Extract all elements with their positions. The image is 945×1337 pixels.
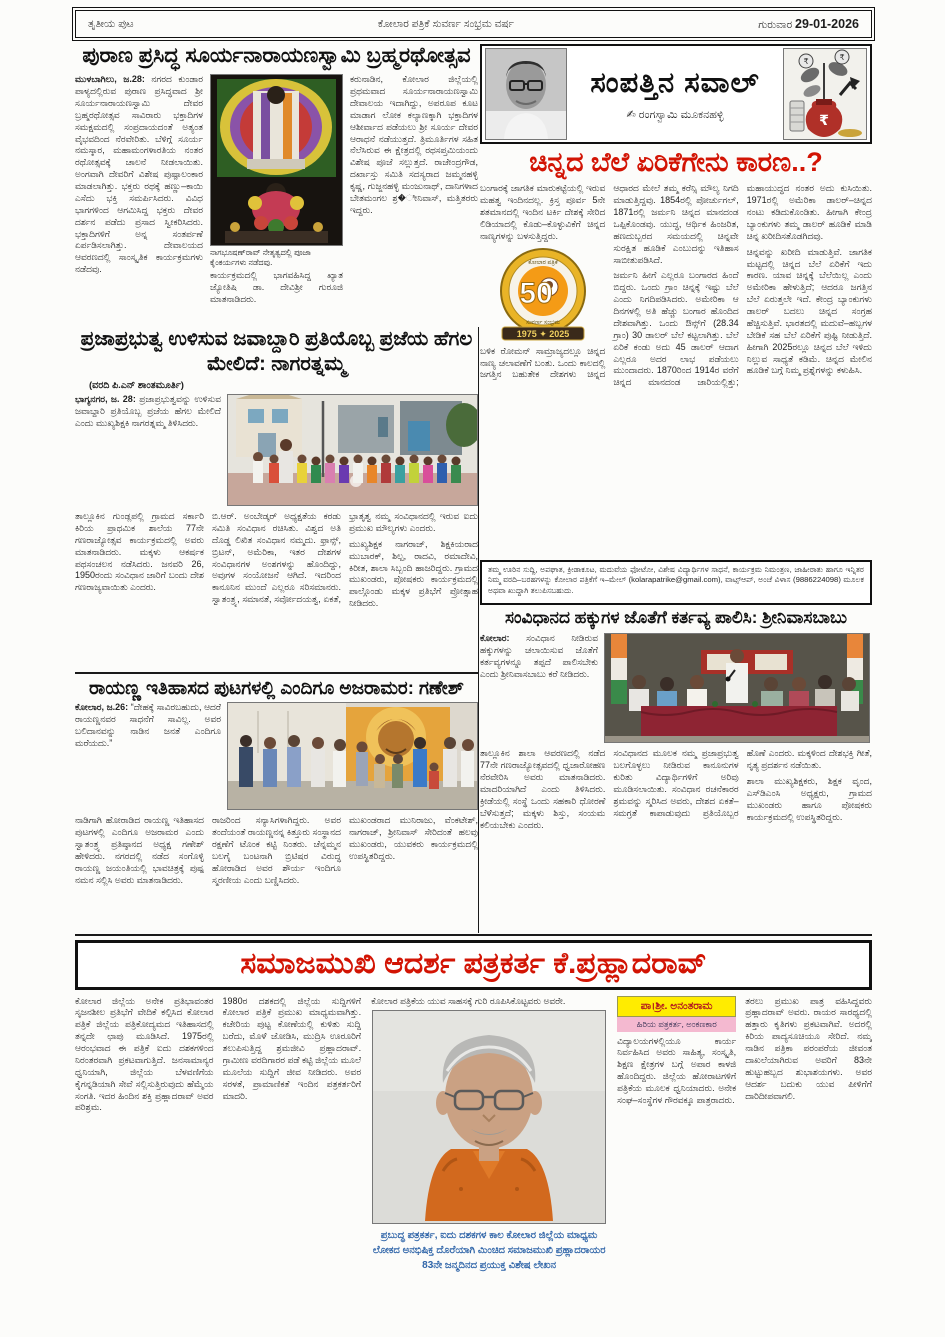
svg-text:₹: ₹ [803, 57, 809, 66]
emblem-ring-top: ಕೋಲಾರ ಪತ್ರಿಕೆ [527, 259, 558, 266]
emblem-number: 50 [518, 276, 553, 310]
dateline: ಕೋಲಾರ, ಜ.26: [75, 702, 129, 713]
portrait-caption: ಪ್ರಬುದ್ಧ ಪತ್ರಕರ್ತ, ಐದು ದಶಕಗಳ ಕಾಲ ಕೋಲಾರ ಜಿಲ್ಲೆಯ ಮಾಧ್ಯಮ ಲೋಕದ ಅನಭಿಷಿಕ್ತ ದೊರೆಯಾಗಿ ಮಿಂಚಿದ ಸಮಾಜಮುಖಿ ಪ್ರಹ್ಲಾದರಾಯರ 83ನೇ ಜನ್ಮದಿನದ ಪ್ರಯುಕ್ತ ವಿಶೇಷ ಲೇಖನ [372, 1230, 606, 1272]
meeting-photo [604, 633, 870, 743]
article-body-lower [480, 748, 872, 916]
republic-day-photo [227, 394, 478, 506]
body-text: ಸಂವಿಧಾನ ನೀಡಿರುವ ಹಕ್ಕುಗಳನ್ನು ಚಲಾಯಿಸುವ ಜೊತೆಗೆ ಕರ್ತವ್ಯಗಳನ್ನೂ ತಪ್ಪದೆ ಪಾಲಿಸಬೇಕು ಎಂದು ಶ್ರೀನಿವಾಸಬಾಬು ಕರೆ ನೀಡಿದರು. [480, 633, 598, 680]
golden-jubilee-emblem [492, 247, 594, 343]
feature-headline-box [75, 940, 872, 990]
article-body [480, 183, 872, 547]
columnist-headshot-art [486, 49, 566, 139]
wealth-column-titleblock [575, 67, 775, 122]
body-text: ಸಂವಿಧಾನದ ಮೂಲಕ ನಮ್ಮ ಪ್ರಜಾಪ್ರಭುತ್ವ ಬಲಗೊಳ್ಳಲು ನೀಡಿರುವ ಕಾನೂನುಗಳ ಕುರಿತು ವಿದ್ಯಾರ್ಥಿಗಳಿಗೆ ಅರಿವು ಮೂಡಿಸಲಾಯಿತು. ಸಂವಿಧಾನ ರಚನೆಕಾರರ ಶ್ರಮವನ್ನು ಸ್ಮರಿಸಿದ ಅವರು, ದೇಶದ ಏಕತೆ–ಸಮಗ್ರತೆ ಕಾಪಾಡುವುದು ಪ್ರತಿಯೊಬ್ಬರ ಹೊಣೆ ಎಂದರು. ಮಕ್ಕಳಿಂದ ದೇಶಭಕ್ತಿ ಗೀತೆ, ನೃತ್ಯ ಪ್ರದರ್ಶನ ನಡೆಯಿತು. [613, 748, 872, 818]
article-headline: ಪ್ರಜಾಪ್ರಭುತ್ವ ಉಳಿಸುವ ಜವಾಬ್ದಾರಿ ಪ್ರತಿಯೊಬ್ಬ ಪ್ರಜೆಯ ಹೆಗಲ ಮೇಲಿದೆ: ನಾಗರತ್ನಮ್ಮ [80, 328, 473, 375]
rayanna-photo-art [228, 703, 477, 809]
body-column: ಕೋಲಾರ ಜಿಲ್ಲೆಯ ಅನೇಕ ಪ್ರತಿಭಾವಂತರ ಸೃಜನಶೀಲ ಪ್ರತಿಭೆಗೆ ವೇದಿಕೆ ಕಲ್ಪಿಸಿದ ಕೋಲಾರ ಪತ್ರಿಕೆ ಜಿಲ್ಲೆಯ ಪತ್ರಿಕೋದ್ಯಮದ ಇತಿಹಾಸದಲ್ಲಿ ತನ್ನದೇ ಛಾಪು ಮೂಡಿಸಿದೆ. 1975ರಲ್ಲಿ ಆರಂಭವಾದ ಈ ಪತ್ರಿಕೆ ಐದು ದಶಕಗಳಿಂದ ನಿರಂತರವಾಗಿ ಪ್ರಕಟವಾಗುತ್ತಿದೆ. ಜನಸಾಮಾನ್ಯರ ಧ್ವನಿಯಾಗಿ, ಜಿಲ್ಲೆಯ ಬೆಳವಣಿಗೆಯ ಕೈಗನ್ನಡಿಯಾಗಿ ಸೇವೆ ಸಲ್ಲಿಸುತ್ತಿರುವುದು ಹೆಮ್ಮೆಯ ಸಂಗತಿ. ಇದರ ಹಿಂದಿನ ಶಕ್ತಿ ಪ್ರಹ್ಲಾದರಾವ್ ಅವರ ಪರಿಶ್ರಮ. [75, 995, 214, 1113]
columnist-headshot [485, 48, 567, 140]
jubilee-emblem-art [492, 247, 594, 343]
body-text: ರಾಜರಿಂದ ಸನ್ಯಾಸಿಗಳಾಗಿದ್ದರು. ಅವರ ತಂದೆಯಂತೆ ರಾಯಣ್ಣನನ್ನ ಕಿತ್ತೂರು ಸಂಸ್ಥಾನದ ರಕ್ಷಣೆಗೆ ಟೊಂಕ ಕಟ್ಟಿ ನಿಂತರು. ಚೆನ್ನಮ್ಮನ ಬಲಗೈ ಬಂಟನಾಗಿ ಬ್ರಿಟಿಷರ ವಿರುದ್ಧ ಹೋರಾಡಿದ ಅವರ ಶೌರ್ಯ ಇಂದಿಗೂ ಸ್ಮರಣೀಯ ಎಂದು ಬಣ್ಣಿಸಿದರು. [212, 815, 341, 885]
author-name: ರಂಗಸ್ವಾಮಿ ಮೂಕನಹಳ್ಳಿ [638, 108, 724, 121]
body-text: ಪ್ರಜಾಪ್ರಭುತ್ವವನ್ನು ಉಳಿಸುವ ಜವಾಬ್ದಾರಿ ಪ್ರತಿಯೊಬ್ಬ ಪ್ರಜೆಯ ಹೆಗಲ ಮೇಲಿದೆ ಎಂದು ಮುಖ್ಯಶಿಕ್ಷಕಿ ನಾಗರತ್ನಮ್ಮ ತಿಳಿಸಿದರು. [75, 394, 221, 428]
article-democracy [75, 327, 478, 670]
column-author [575, 108, 775, 122]
reader-notice-box [480, 560, 872, 605]
meeting-photo-art [605, 634, 869, 742]
svg-text:₹: ₹ [839, 53, 845, 62]
body-column [617, 996, 736, 1314]
article-headline: ಪುರಾಣ ಪ್ರಸಿದ್ಧ ಸೂರ್ಯನಾರಾಯಣಸ್ವಾಮಿ ಬ್ರಹ್ಮರಥೋತ್ಸವ [82, 44, 471, 67]
body-text: ಕಾರ್ಯಕ್ರಮದಲ್ಲಿ ಭಾಗವಹಿಸಿದ್ದ ಖ್ಯಾತ ಜ್ಯೋತಿಷಿ ಡಾ. ದೇವಿಶ್ರೀ ಗುರೂಜಿ ಮಾತನಾಡಿದರು. [210, 270, 343, 304]
article-body [480, 633, 872, 743]
body-column: 1980ರ ದಶಕದಲ್ಲಿ ಜಿಲ್ಲೆಯ ಸುದ್ದಿಗಳಿಗೆ ಕೋಲಾರ ಪತ್ರಿಕೆ ಪ್ರಮುಖ ಮಾಧ್ಯಮವಾಗಿತ್ತು. ಕಚೇರಿಯ ಪುಟ್ಟ ಕೋಣೆಯಲ್ಲಿ ಕುಳಿತು ಸುದ್ದಿ ಬರೆದು, ಮೊಳೆ ಜೋಡಿಸಿ, ಮುದ್ರಿಸಿ ಊರೂರಿಗೆ ತಲುಪಿಸುತ್ತಿದ್ದ ಶ್ರಮಜೀವಿ ಪ್ರಹ್ಲಾದರಾವ್. ಗ್ರಾಮೀಣ ವರದಿಗಾರರ ಪಡೆ ಕಟ್ಟಿ ಜಿಲ್ಲೆಯ ಮೂಲೆ ಮೂಲೆಯ ಸುದ್ದಿಗೆ ಜೀವ ನೀಡಿದರು. ಅವರ ಸರಳತೆ, ಪ್ರಾಮಾಣಿಕತೆ ಇಂದಿನ ಪತ್ರಕರ್ತರಿಗೆ ಮಾದರಿ. [222, 995, 362, 1101]
dateline: ಕೋಲಾರ: [480, 633, 510, 644]
feature-author-role: ಹಿರಿಯ ಪತ್ರಕರ್ತ, ಅಂಕಣಕಾರ [617, 1017, 736, 1032]
body-text: ಚಿನ್ನವನ್ನು ಖರೀದಿ ಮಾಡುತ್ತಿವೆ. ಜಾಗತಿಕ ಮಟ್ಟದಲ್ಲಿ ಚಿನ್ನದ ಬೆಲೆ ಏರಿಕೆಗೆ ಇದು ಕಾರಣ. ಯಾವ ಚಿನ್ನಕ್ಕೆ ಬೆಲೆಯಿಲ್ಲ ಎಂದು ಅಮೇರಿಕಾ ಹೇಳುತ್ತಿದೆ; ಆದರೂ ಜಗತ್ತಿನ ಬೆಲೆ ಏರುತ್ತಲೇ ಇದೆ. ಕೇಂದ್ರ ಬ್ಯಾಂಕುಗಳು ಡಾಲರ್ ಬದಲು ಚಿನ್ನದ ಸಂಗ್ರಹ ಹೆಚ್ಚಿಸುತ್ತಿವೆ. ಭಾರತದಲ್ಲಿ ಮದುವೆ–ಹಬ್ಬಗಳ ಬೇಡಿಕೆ ಸಹ ಬೆಲೆ ಏರಿಕೆಗೆ ಪುಷ್ಟಿ ನೀಡುತ್ತಿದೆ. ಹೀಗಾಗಿ 2025ರಲ್ಲೂ ಚಿನ್ನದ ಬೆಲೆ ಇಳಿದು ನಿಲ್ಲುವ ಸಾಧ್ಯತೆ ಕಡಿಮೆ. ಚಿನ್ನದ ಮೇಲಿನ ಹೂಡಿಕೆ ಬಗ್ಗೆ ನಿಮ್ಮ ಪ್ರಶ್ನೆಗಳನ್ನು ಕಳುಹಿಸಿ. [746, 246, 872, 376]
article-body-lower [75, 815, 478, 931]
weekday-label: ಗುರುವಾರ [758, 18, 793, 31]
photo-column [370, 996, 608, 1314]
date-value: 29-01-2026 [795, 16, 859, 31]
body-text: ಜರ್ಮನಿ ಹೀಗೆ ಎಲ್ಲರೂ ಬಂಗಾರದ ಹಿಂದೆ ಬಿದ್ದರು. ಒಂದು ಗ್ರಾಂ ಚಿನ್ನಕ್ಕೆ ಇಷ್ಟು ಬೆಲೆ ಎಂದು ನಿಗದಿಪಡಿಸಿದರು. ಅಮೇರಿಕಾ ಆ ದಿನಗಳಲ್ಲಿ ಅತಿ ಹೆಚ್ಚು ಬಂಗಾರ ಹೊಂದಿದ ದೇಶವಾಗಿತ್ತು. ಒಂದು ಔನ್ಸ್‌ಗೆ (28.34 ಗ್ರಾಂ) 30 ಡಾಲರ್ ಬೆಲೆ ಕಟ್ಟಲಾಗಿತ್ತು. ಬೆಲೆ ಏರಿಕೆ ಕಂಡು ಅದು 45 ಡಾಲರ್ ಆದಾಗ ಎಲ್ಲರೂ ಅದರ ಲಾಭ ಪಡೆಯಲು ಮುಂದಾದರು. 1870ರಿಂದ 1914ರ ವರೆಗೆ ಚಿನ್ನದ ಮಾನದಂಡ ಜಾರಿಯಲ್ಲಿತ್ತು; ಮಹಾಯುದ್ಧದ ನಂತರ ಅದು ಕುಸಿಯಿತು. 1971ರಲ್ಲಿ ಅಮೆರಿಕಾ ಡಾಲರ್–ಚಿನ್ನದ ನಂಟು ಕಡಿದುಕೊಂಡಿತು. ಹೀಗಾಗಿ ಕೇಂದ್ರ ಬ್ಯಾಂಕುಗಳು ತಮ್ಮ ಡಾಲರ್ ಹೂಡಿಕೆ ಮಾಡಿ ಚಿನ್ನ ಖರೀದಿಸತೊಡಗಿದವು. [613, 183, 872, 388]
body-text: ಕೋಲಾರ ಪತ್ರಿಕೆಯ ಯುವ ಸಾಹಸಕ್ಕೆ ಗುರಿ ರೂಪಿಸಿಕೊಟ್ಟವರು ಅವರೇ. [371, 995, 566, 1006]
body-text: ತಾಲ್ಲೂಕಿನ ಶಾಲಾ ಆವರಣದಲ್ಲಿ ನಡೆದ 77ನೇ ಗಣರಾಜ್ಯೋತ್ಸವದಲ್ಲಿ ಧ್ವಜಾರೋಹಣ ನೆರವೇರಿಸಿ ಅವರು ಮಾತನಾಡಿದರು. ಮಾದರಿಯಾಗಿದೆ ಎಂದು ತಿಳಿಸಿದರು. ಕ್ರೀಡೆಯಲ್ಲಿ ಸಂಸ್ಥೆ ಒಂದು ಸಹಕಾರಿ ಧೋರಣೆ ಬೆಳೆಸುತ್ತದೆ; ಮಕ್ಕಳು ಶಿಸ್ತು, ಸಂಯಮ ಕಲಿಯಬೇಕು ಎಂದರು. [480, 748, 606, 830]
rupee-icon: ₹ [819, 112, 829, 128]
body-text: ಬಿ.ಆರ್. ಅಂಬೇಡ್ಕರ್ ಅಧ್ಯಕ್ಷತೆಯ ಕರಡು ಸಮಿತಿ ಸಂವಿಧಾನ ರಚಿಸಿತು. ವಿಶ್ವದ ಅತಿ ದೊಡ್ಡ ಲಿಖಿತ ಸಂವಿಧಾನ ನಮ್ಮದು. ಫ್ರಾನ್ಸ್, ಬ್ರಿಟನ್, ಅಮೆರಿಕಾ, ಇತರ ದೇಶಗಳ ಸಂವಿಧಾನಗಳ ಅಂಶಗಳನ್ನು ಹೊಂದಿದ್ದು, ಅವುಗಳ ಸಂಯೋಜನೆ ಆಗಿದೆ. ಇದರಿಂದ ಕಾನೂನಿನ ಮುಂದೆ ಎಲ್ಲರೂ ಸರಿಸಮಾನರು. ಸ್ವಾತಂತ್ರ್ಯ, ಸಮಾನತೆ, ಸರ್ವೋದಯತ್ವ, ಏಕತೆ, ಭ್ರಾತೃತ್ವ ನಮ್ಮ ಸಂವಿಧಾನದಲ್ಲಿ ಇರುವ ಐದು ಪ್ರಮುಖ ಮೌಲ್ಯಗಳು ಎಂದರು. [212, 511, 478, 605]
article-headline: ಚಿನ್ನದ ಬೆಲೆ ಏರಿಕೆಗೇನು ಕಾರಣ..? [529, 148, 823, 177]
article-constitution [480, 608, 872, 933]
body-column [75, 702, 221, 810]
money-plant-illustration [783, 48, 867, 140]
section-divider [75, 934, 872, 936]
body-text: ಶಾಲಾ ಮುಖ್ಯಶಿಕ್ಷಕರು, ಶಿಕ್ಷಕ ವೃಂದ, ಎಸ್‌ಡಿಎಂಸಿ ಅಧ್ಯಕ್ಷರು, ಗ್ರಾಮದ ಮುಖಂಡರು ಹಾಗೂ ಪೋಷಕರು ಕಾರ್ಯಕ್ರಮದಲ್ಲಿ ಉಪಸ್ಥಿತರಿದ್ದರು. [746, 776, 872, 822]
body-text: ನಾಡಿಗಾಗಿ ಹೋರಾಡಿದ ರಾಯಣ್ಣ ಇತಿಹಾಸದ ಪುಟಗಳಲ್ಲಿ ಎಂದಿಗೂ ಅಜರಾಮರ ಎಂದು ಸ್ವಾತಂತ್ರ್ಯ ಪ್ರತಿಷ್ಠಾನದ ಅಧ್ಯಕ್ಷ ಗಣೇಶ್ ಹೇಳಿದರು. ನಗರದಲ್ಲಿ ನಡೆದ ಸಂಗೊಳ್ಳಿ ರಾಯಣ್ಣ ಜಯಂತಿಯಲ್ಲಿ ಭಾವಚಿತ್ರಕ್ಕೆ ಪುಷ್ಪ ನಮನ ಸಲ್ಲಿಸಿ ಅವರು ಮಾತನಾಡಿದರು. [75, 815, 204, 885]
reporter-byline: (ವರದಿ ಪಿ.ಎನ್ ಶಾಂತಮೂರ್ತಿ) [89, 380, 184, 391]
article-headline: ಸಮಾಜಮುಖಿ ಆದರ್ಶ ಪತ್ರಕರ್ತ ಕೆ.ಪ್ರಹ್ಲಾದರಾವ್ [240, 947, 707, 980]
article-prahlad-feature [75, 940, 872, 1333]
notice-text: ತಮ್ಮ ಊರಿನ ಸುದ್ದಿ, ಅಪಘಾತ, ಕ್ರೀಡಾಕೂಟ, ಮದುವೆಯ ಫೋಟೋ, ವಿಶೇಷ ವಿದ್ಯಾರ್ಥಿಗಳ ಸಾಧನೆ, ಕಾರ್ಯಕ್ರಮ ನಿಮಂತ್ರಣ, ಜಾಹೀರಾತು ಹಾಗೂ ಇನ್ನಿತರ ನಿಮ್ಮ ವರದಿ–ಬರಹಗಳನ್ನು ಕೋಲಾರ ಪತ್ರಿಕೆಗೆ ಇ–ಮೇಲ್ (kolarapatrike@gmail.com), ವಾಟ್ಸ್‌ಆಪ್, ಅಂಚೆ ವಿಳಾಸ (9886224098) ಮೂಲಕ ಅಥವಾ ಖುದ್ದಾಗಿ ತಲುಪಿಸಬಹುದು. [488, 565, 864, 595]
money-plant-art [784, 49, 866, 139]
republic-day-photo-art [228, 395, 477, 505]
body-text: ಬಂಗಾರಕ್ಕೆ ಜಾಗತಿಕ ಮಾರುಕಟ್ಟೆಯಲ್ಲಿ ಇರುವ ಮಹತ್ವ ಇಂದಿನದಲ್ಲ. ಕ್ರಿಸ್ತ ಪೂರ್ವ 5ನೇ ಶತಮಾನದಲ್ಲಿ ಇಂದಿನ ಟರ್ಕಿ ದೇಶಕ್ಕೆ ಸೇರಿದ ಲಿಡಿಯಾದಲ್ಲಿ ಕೊಡು–ಕೊಳ್ಳುವಿಕೆಗೆ ಚಿನ್ನದ ನಾಣ್ಯಗಳನ್ನು ಬಳಸುತ್ತಿದ್ದರು. [480, 183, 606, 241]
column-divider [478, 327, 479, 933]
article-body [75, 394, 478, 506]
deity-photo [210, 74, 343, 246]
article-body [75, 996, 872, 1314]
prahlad-portrait-photo [372, 1010, 606, 1224]
body-column: ಕರುನಾಡಿನ, ಕೋಲಾರ ಜಿಲ್ಲೆಯಲ್ಲಿ ಪ್ರಥಮವಾದ ಸೂರ್ಯನಾರಾಯಣಸ್ವಾಮಿ ದೇವಾಲಯ ಇದಾಗಿದ್ದು, ಅಪರೂಪ ಕೂಟ ಮಾಡಾಗ ಲೋಕ ಕಲ್ಯಾಣಕ್ಕಾಗಿ ಭಕ್ತಾದಿಗಳ ಆಶೀರ್ವಾದ ಪಡೆಯಲು ಶ್ರೀ ಸೂರ್ಯ ದೇವರ ಆರಾಧನೆ ನಡೆಯುತ್ತದೆ. ತ್ರಿಮೂರ್ತಿಗಳ ಸಹಿತ ನೆಲೆಸಿರುವ ಈ ಕ್ಷೇತ್ರದಲ್ಲಿ ರಥಸಪ್ತಮಿಯಂದು ವಿಶೇಷ ಪೂಜೆ ಸಲ್ಲುತ್ತದೆ. ರಾಜೇಂದ್ರಗೌಡ, ದರ್ಖಾಸ್ತು ಸಮಿತಿ ಸದಸ್ಯರಾದ ಜಮ್ಮನಹಳ್ಳಿ ಕೃಷ್ಣ, ಗುಜ್ಜನಹಳ್ಳಿ ಮಂಜುನಾಥ್, ದಾನಿಗಳಾದ ಬೇತಮಂಗಲ ಶ್ರ�ೀನಿವಾಸ್, ಮತ್ತಿತರರು ಇದ್ದರು. [350, 74, 478, 215]
body-column: ತರಲು ಪ್ರಮುಖ ಪಾತ್ರ ವಹಿಸಿದ್ದವರು ಪ್ರಹ್ಲಾದರಾವ್ ಅವರು. ರಾಯರ ಸಾರಥ್ಯದಲ್ಲಿ ಹತ್ತಾರು ಕೃತಿಗಳು ಪ್ರಕಟವಾಗಿವೆ. ಅದರಲ್ಲಿ ಕಿರಿಯ ಪಾದ್ಯಸೂಚಿಯೂ ಸೇರಿದೆ. ನಮ್ಮ ನಾಡಿನ ಪತ್ರಿಕಾ ಪರಂಪರೆಯ ಜೀವಂತ ದಾಖಲೆಯಾಗಿರುವ ಅವರಿಗೆ 83ನೇ ಹುಟ್ಟುಹಬ್ಬದ ಶುಭಾಶಯಗಳು. ಅವರ ಆದರ್ಶ ಬದುಕು ಯುವ ಪೀಳಿಗೆಗೆ ದಾರಿದೀಪವಾಗಲಿ. [745, 995, 872, 1101]
article-body [75, 74, 478, 320]
feature-author-badge: ಪಾ।ಶ್ರೀ. ಅನಂತರಾಮ [617, 996, 736, 1017]
masthead-bar [75, 10, 872, 38]
article-headline: ಸಂವಿಧಾನದ ಹಕ್ಕುಗಳ ಜೊತೆಗೆ ಕರ್ತವ್ಯ ಪಾಲಿಸಿ: ಶ್ರೀನಿವಾಸಬಾಬು [505, 608, 847, 627]
prahlad-portrait-art [373, 1011, 605, 1223]
article-headline: ರಾಯಣ್ಣ ಇತಿಹಾಸದ ಪುಟಗಳಲ್ಲಿ ಎಂದಿಗೂ ಅಜರಾಮರ: ಗಣೇಶ್ [89, 677, 464, 698]
body-column [480, 633, 598, 743]
date-label [758, 17, 859, 32]
article-body [75, 702, 478, 810]
body-text: ನಗರದ ಕುಂಡಾರ ಪಾಳ್ಯದಲ್ಲಿರುವ ಪುರಾಣ ಪ್ರಸಿದ್ಧವಾದ ಶ್ರೀ ಸೂರ್ಯನಾರಾಯಣಸ್ವಾಮಿ ದೇವರ ಬ್ರಹ್ಮರಥೋತ್ಸವ ಸಾವಿರಾರು ಭಕ್ತಾದಿಗಳ ಸಮಕ್ಷಮದಲ್ಲಿ ಸಂಪ್ರದಾಯದಂತೆ ಅತ್ಯಂತ ವೈಭವದಿಂದ ನೆರವೇರಿತು. ಬೆಳಿಗ್ಗೆ ಸೂರ್ಯ ನಮಸ್ಕಾರ, ಮಹಾಮಂಗಳಾರತಿಯ ನಂತರ ರಥೋತ್ಸವಕ್ಕೆ ಚಾಲನೆ ನೀಡಲಾಯಿತು. ಅಂಗವಾಗಿ ದೇವರಿಗೆ ವಿಶೇಷ ಪುಷ್ಪಾಲಂಕಾರ ಮಾಡಲಾಗಿತ್ತು. ಭಕ್ತರು ರಥಕ್ಕೆ ಹಣ್ಣು–ಕಾಯಿ ಎಸೆದು ಭಕ್ತಿ ಸಮರ್ಪಿಸಿದರು. ವಿವಿಧ ಭಾಗಗಳಿಂದ ಆಗಮಿಸಿದ್ದ ಭಕ್ತರು ದೇವರ ದರ್ಶನ ಪಡೆದು ಪ್ರಸಾದ ಸ್ವೀಕರಿಸಿದರು. ಭಕ್ತಾದಿಗಳಿಗೆ ಅನ್ನ ಸಂತರ್ಪಣೆ ಏರ್ಪಡಿಸಲಾಗಿತ್ತು. ದೇವಾಲಯದ ಆವರಣದಲ್ಲಿ ಸಾಂಸ್ಕೃತಿಕ ಕಾರ್ಯಕ್ರಮಗಳು ನಡೆದವು. [75, 74, 203, 275]
dateline: ಭಾಗ್ಯನಗರ, ಜ. 28: [75, 394, 136, 404]
column-title: ಸಂಪತ್ತಿನ ಸವಾಲ್ [590, 66, 760, 99]
article-surya-rathotsava [75, 44, 478, 324]
article-gold-price [480, 148, 872, 556]
body-text: ಮುಖ್ಯಶಿಕ್ಷಕ ನಾಗರಾಜ್, ಶಿಕ್ಷಕಿಯರಾದ ಮುಬಾರಕ್, ಶಿಲ್ಪ, ರಾದವಿ, ರಮಾದೇವಿ, ಕಿರೀತ, ಶಾಲಾ ಸಿಬ್ಬಂದಿ ಹಾಜರಿದ್ದರು. ಗ್ರಾಮದ ಮುಖಂಡರು, ಪೋಷಕರು ಕಾರ್ಯಕ್ರಮದಲ್ಲಿ ಪಾಲ್ಗೊಂಡು ಮಕ್ಕಳ ಪ್ರತಿಭೆಗೆ ಪ್ರೋತ್ಸಾಹ ನೀಡಿದರು. [349, 538, 478, 609]
emblem-years: 1975 ✦ 2025 [516, 328, 569, 339]
body-text: ಮುಖಂಡರಾದ ಮುನಿರಾಜು, ವೆಂಕಟೇಶ್, ನಾಗರಾಜ್, ಶ್ರೀನಿವಾಸ್ ಸೇರಿದಂತೆ ಹಲವು ಮುಖಂಡರು, ಯುವಕರು ಕಾರ್ಯಕ್ರಮದಲ್ಲಿ ಉಪಸ್ಥಿತರಿದ್ದರು. [349, 815, 478, 861]
article-rayanna [75, 677, 478, 933]
photo-column [210, 74, 343, 320]
rayanna-mural-photo [227, 702, 478, 810]
body-text: “ದೇಹಕ್ಕೆ ಸಾವಿರಬಹುದು, ಆದರೆ ರಾಯಣ್ಣನವರ ಸಾಧನೆಗೆ ಸಾವಿಲ್ಲ. ಅವರ ಬಲಿದಾನವನ್ನು ನಾಡಿನ ಜನತೆ ಎಂದಿಗೂ ಮರೆಯದು.” [75, 702, 221, 748]
pen-icon: ✍ [626, 108, 636, 121]
section-divider [75, 672, 478, 674]
page-number-label: ತೃತೀಯ ಪುಟ [88, 17, 134, 30]
body-text: ಬಳಿಕ ರೋಮನ್ ಸಾಮ್ರಾಜ್ಯದಲ್ಲೂ ಚಿನ್ನದ ನಾಣ್ಯ ಚಲಾವಣೆಗೆ ಬಂತು. ಒಂದು ಕಾಲದಲ್ಲಿ ಜಗತ್ತಿನ ಬಹುತೇಕ ದೇಶಗಳು ಚಿನ್ನದ ಆಧಾರದ ಮೇಲೆ ತಮ್ಮ ಕರೆನ್ಸಿ ಮೌಲ್ಯ ನಿಗದಿ ಮಾಡುತ್ತಿದ್ದವು. 1854ರಲ್ಲಿ ಪೋರ್ಚುಗಲ್, 1871ರಲ್ಲಿ ಜರ್ಮನಿ ಚಿನ್ನದ ಮಾನದಂಡ ಒಪ್ಪಿಕೊಂಡವು. ಯುದ್ಧ, ಆರ್ಥಿಕ ಹಿಂಜರಿತ, ಹಣದುಬ್ಬರದ ಸಮಯದಲ್ಲಿ ಚಿನ್ನವೇ ಸುರಕ್ಷಿತ ಹೂಡಿಕೆ ಎಂಬುದನ್ನು ಇತಿಹಾಸ ಸಾಬೀತುಪಡಿಸಿದೆ. [480, 183, 739, 380]
photo-caption: ನಾಗಭೂಷಣ್‌ರಾವ್ ನೇತೃತ್ವದಲ್ಲಿ ಪೂಜಾ ಕೈಂಕರ್ಯಗಳು ನಡೆದವು. [210, 248, 311, 268]
masthead-title: ಕೋಲಾರ ಪತ್ರಿಕೆ ಸುವರ್ಣ ಸಂಭ್ರಮ ವರ್ಷ [377, 17, 515, 30]
dateline: ಮುಳಬಾಗಿಲು, ಜ.28: [75, 74, 145, 85]
body-column [75, 394, 221, 506]
body-column [75, 74, 203, 320]
wealth-column-box [480, 44, 872, 144]
body-text: ವಿದ್ಯಾಲಯಗಳಲ್ಲಿಯೂ ಕಾರ್ಯ ನಿರ್ವಹಿಸಿದ ಅವರು ಸಾಹಿತ್ಯ, ಸಂಸ್ಕೃತಿ, ಶಿಕ್ಷಣ ಕ್ಷೇತ್ರಗಳ ಬಗ್ಗೆ ಅಪಾರ ಕಾಳಜಿ ಹೊಂದಿದ್ದರು. ಜಿಲ್ಲೆಯ ಹೋರಾಟಗಳಿಗೆ ಪತ್ರಿಕೆಯ ಮೂಲಕ ಧ್ವನಿಯಾದರು. ಅನೇಕ ಸಂಘ–ಸಂಸ್ಥೆಗಳ ಗೌರವಕ್ಕೂ ಪಾತ್ರರಾದರು. [617, 1035, 737, 1105]
article-body-lower [75, 511, 478, 663]
deity-photo-art [211, 75, 342, 245]
body-text: ತಾಲ್ಲೂಕಿನ ಗುಂಡ್ಲಪಲ್ಲಿ ಗ್ರಾಮದ ಸರ್ಕಾರಿ ಕಿರಿಯ ಪ್ರಾಥಮಿಕ ಶಾಲೆಯ 77ನೇ ಗಣರಾಜ್ಯೋತ್ಸವ ಕಾರ್ಯಕ್ರಮದಲ್ಲಿ ಅವರು ಮಾತನಾಡಿದರು. ಮಕ್ಕಳು ಆಕರ್ಷಕ ಪಥಸಂಚಲನ ನಡೆಸಿದರು. ಜನವರಿ 26, 1950ರಂದು ಸಂವಿಧಾನ ಜಾರಿಗೆ ಬಂದು ದೇಶ ಗಣರಾಜ್ಯವಾಯಿತು ಎಂದರು. [75, 511, 204, 593]
emblem-ring-bottom: ಸುವರ್ಣ ಸಂಭ್ರಮ [525, 319, 560, 326]
